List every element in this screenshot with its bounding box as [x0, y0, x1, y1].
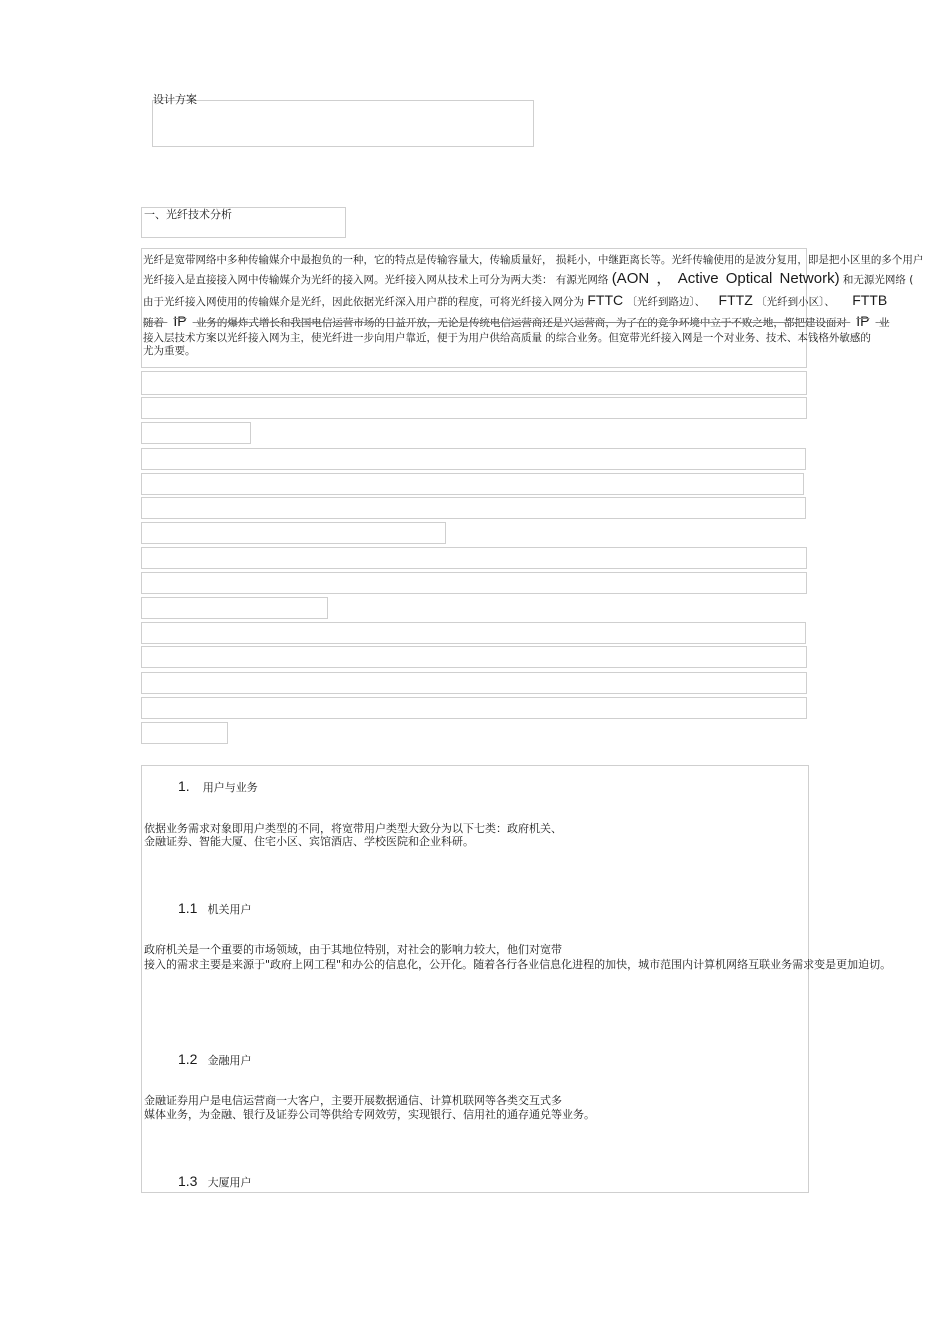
empty-box — [141, 672, 807, 694]
heading-1-2-number: 1.2 — [178, 1051, 198, 1067]
heading-1-2-label: 金融用户 — [207, 1054, 252, 1067]
sub-1-2-para-line-2: 媒体业务，为金融、银行及证券公司等供给专网效劳，实现银行、信用社的通存通兑等业务。 — [144, 1108, 595, 1121]
empty-box — [141, 497, 806, 519]
line-4-ip: IP — [173, 313, 187, 329]
heading-1-3-label: 大厦用户 — [207, 1176, 252, 1189]
document-title: 设计方案 — [153, 93, 197, 106]
empty-box — [141, 397, 807, 419]
heading-1-1-number: 1.1 — [178, 900, 198, 916]
empty-box — [141, 522, 446, 544]
paragraph-line-3 — [143, 292, 887, 310]
empty-box — [141, 722, 228, 744]
empty-box — [141, 697, 807, 719]
empty-box — [141, 646, 807, 668]
line-3-fttc: FTTC — [587, 292, 624, 308]
paragraph-line-5: 接入层技术方案以光纤接入网为主，使光纤进一步向用户靠近，便于为用户供给高质量 的综合业务。但宽带光纤接入网是一个对业务、技术、本钱格外敏感的 — [143, 332, 871, 344]
paragraph-line-1: 光纤是宽带网络中多种传输媒介中最抱负的一种，它的特点是传输容量大，传输质量好， 损耗小，中继距离长等。光纤传输使用的是波分复用，即是把小区里的多个用户 — [143, 254, 924, 266]
line-4-text-a: 随着 — [143, 317, 164, 329]
empty-box — [141, 448, 806, 470]
paragraph-line-4 — [143, 313, 889, 331]
line-4-text-b: 业务的爆炸式增长和我国电信运营市场的日益开放，无论是传统电信运营商还是兴运营商，为了在的竞争环境中立于不败之地，都把建设面对 — [195, 317, 847, 329]
heading-1-3-number: 1.3 — [178, 1173, 198, 1189]
heading-1-1-label: 机关用户 — [207, 903, 252, 916]
section-heading: 一、光纤技术分析 — [144, 208, 232, 221]
empty-box — [141, 422, 251, 444]
sub-1-1-para-line-2: 接入的需求主要是来源于"政府上网工程"和办公的信息化，公开化。随着各行各业信息化进程的加快，城市范围内计算机网络互联业务需求变是更加迫切。 — [144, 958, 892, 971]
line-3-fttc-desc: 〔光纤到路边〕、 — [626, 296, 706, 308]
title-box — [152, 100, 534, 147]
heading-users — [178, 776, 258, 796]
line-4-ip-2: IP — [856, 313, 870, 329]
heading-1-1 — [178, 898, 252, 918]
empty-box — [141, 371, 807, 395]
line-3-fttz: FTTZ — [718, 292, 753, 308]
paragraph-line-6: 尤为重要。 — [143, 345, 196, 357]
heading-1-2 — [178, 1049, 252, 1069]
heading-users-number: 1. — [178, 778, 190, 794]
line-4-text-c: 业 — [878, 317, 890, 329]
heading-users-label: 用户与业务 — [202, 781, 258, 794]
line-3-text-a: 由于光纤接入网使用的传输媒介是光纤，因此依据光纤深入用户群的程度，可将光纤接入网分为 — [143, 296, 584, 308]
sub-1-1-para-line-1: 政府机关是一个重要的市场领域，由于其地位特别，对社会的影响力较大，他们对宽带 — [144, 943, 562, 956]
paragraph-line-2 — [143, 271, 913, 288]
empty-box — [141, 572, 807, 594]
heading-1-3 — [178, 1171, 252, 1191]
users-para-line-1: 依据业务需求对象即用户类型的不同，将宽带用户类型大致分为以下七类：政府机关、 — [144, 822, 562, 835]
line-2-aon: (AON ， Active Optical Network) — [611, 270, 840, 287]
line-2-text-b: 和无源光网络 ( — [842, 274, 914, 286]
empty-box — [141, 622, 806, 644]
empty-box — [141, 473, 804, 495]
line-2-text-a: 光纤接入是直接接入网中传输媒介为光纤的接入网。光纤接入网从技术上可分为两大类： 有源光网络 — [143, 274, 609, 286]
empty-box — [141, 597, 328, 619]
users-para-line-2: 金融证券、智能大厦、住宅小区、宾馆酒店、学校医院和企业科研。 — [144, 835, 474, 848]
sub-1-2-para-line-1: 金融证券用户是电信运营商一大客户，主要开展数据通信、计算机联网等各类交互式多 — [144, 1094, 562, 1107]
line-3-fttz-desc: 〔光纤到小区〕、 — [756, 296, 835, 308]
line-3-fttb: FTTB — [852, 292, 888, 308]
empty-box — [141, 547, 807, 569]
